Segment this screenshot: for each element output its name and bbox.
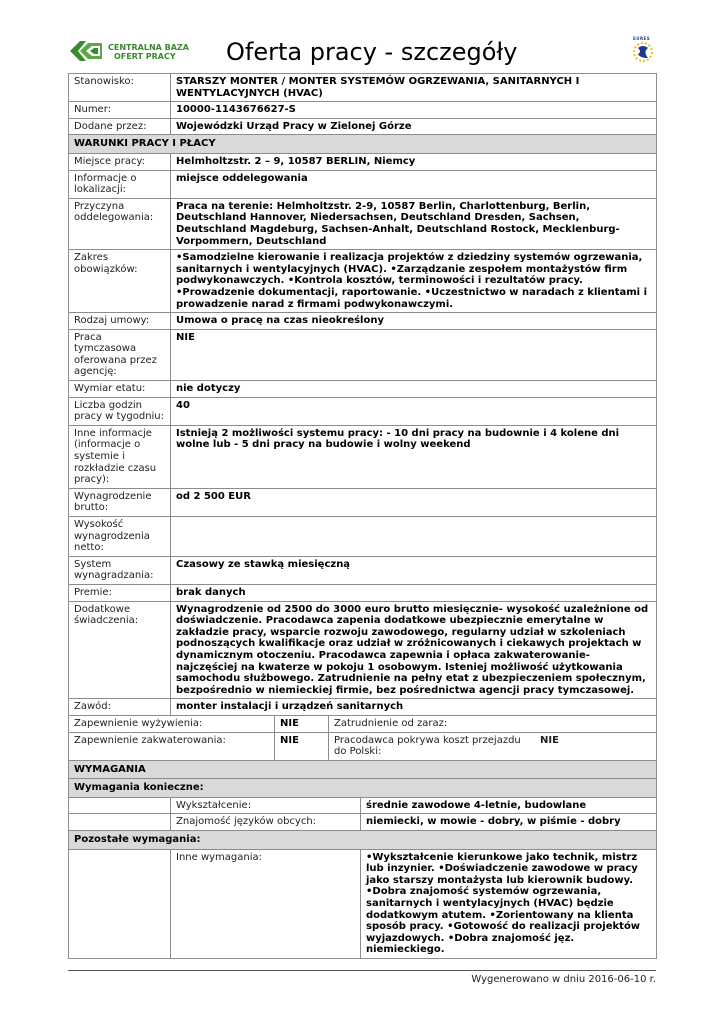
logo-line-1: CENTRALNA BAZA <box>108 43 189 52</box>
field-label: Zawód: <box>69 699 171 716</box>
field-label: Wymiar etatu: <box>69 381 171 398</box>
field-value <box>171 517 657 557</box>
meals-label: Zapewnienie wyżywienia: <box>69 715 275 732</box>
page-header <box>68 36 658 70</box>
travel-cell <box>329 732 657 760</box>
table-row <box>69 779 657 798</box>
section-heading-conditions: WARUNKI PRACY I PŁACY <box>69 135 657 154</box>
required-heading: Wymagania konieczne: <box>69 779 657 798</box>
field-label: Rodzaj umowy: <box>69 313 171 330</box>
travel-value: NIE <box>540 734 559 746</box>
eures-label: EURES <box>633 36 651 41</box>
field-label: Wykształcenie: <box>171 797 361 814</box>
other-heading: Pozostałe wymagania: <box>69 831 657 850</box>
cbop-logo <box>68 39 218 65</box>
field-label: Stanowisko: <box>69 74 171 102</box>
start-label: Zatrudnienie od zaraz: <box>334 717 448 729</box>
table-row <box>69 556 657 584</box>
field-label: Praca tymczasowa oferowana przez agencję: <box>69 329 171 380</box>
travel-wrap <box>334 735 651 758</box>
housing-label: Zapewnienie zakwaterowania: <box>69 732 275 760</box>
table-row <box>69 74 657 102</box>
table-row <box>69 153 657 170</box>
table-row <box>69 831 657 850</box>
meals-value: NIE <box>275 715 329 732</box>
offer-table <box>68 73 657 959</box>
table-row <box>69 699 657 716</box>
page-title: Oferta pracy - szczegóły <box>226 38 518 66</box>
footer-divider <box>68 970 656 971</box>
table-row <box>69 715 657 732</box>
table-row <box>69 102 657 119</box>
table-row <box>69 849 657 958</box>
field-value: 10000-1143676627-S <box>171 102 657 119</box>
field-label: Miejsce pracy: <box>69 153 171 170</box>
field-value: STARSZY MONTER / MONTER SYSTEMÓW OGRZEWANIA, SANITARNYCH I WENTYLACYJNYCH (HVAC) <box>171 74 657 102</box>
field-value: •Wykształcenie kierunkowe jako technik, mistrz lub inzynier. •Doświadczenie zawodowe w pracy jako starszy montażysta lub kierownik budowy. •Dobra znajomość systemów ogrzewania, sanitarnych i wentylacyjnych (HVAC) będzie dodatkowym atutem. •Zorientowany na klienta sposób pracy. •Gotowość do realizacji projektów wyjazdowych. •Dobra znajomość jęz. niemieckiego. <box>361 849 657 958</box>
field-label: Inne informacje (informacje o systemie i rozkładzie czasu pracy): <box>69 425 171 488</box>
table-row <box>69 250 657 313</box>
section-heading-requirements: WYMAGANIA <box>69 760 657 779</box>
table-row <box>69 118 657 135</box>
field-label: Wynagrodzenie brutto: <box>69 488 171 516</box>
field-value: średnie zawodowe 4-letnie, budowlane <box>361 797 657 814</box>
field-value: brak danych <box>171 584 657 601</box>
field-value: Wojewódzki Urząd Pracy w Zielonej Górze <box>171 118 657 135</box>
field-label: Liczba godzin pracy w tygodniu: <box>69 397 171 425</box>
field-label: Numer: <box>69 102 171 119</box>
field-value: Praca na terenie: Helmholtzstr. 2-9, 10587 Berlin, Charlottenburg, Berlin, Deutschland Hannover, Niedersachsen, Deutschland Dresden, Sachsen, Deutschland Magdeburg, Sachsen-Anhalt, Deutschland Rostock, Mecklenburg-Vorpommern, Deutschland <box>171 198 657 249</box>
table-row <box>69 198 657 249</box>
field-label: Znajomość języków obcych: <box>171 814 361 831</box>
field-label: Inne wymagania: <box>171 849 361 958</box>
field-value: 40 <box>171 397 657 425</box>
field-label: Zakres obowiązków: <box>69 250 171 313</box>
field-value: •Samodzielne kierowanie i realizacja projektów z dziedziny systemów ogrzewania, sanitarnych i wentylacyjnych (HVAC). •Zarządzanie zespołem montażystów firm podwykonawczych. •Kontrola kosztów, terminowości i rezultatów pracy. •Prowadzenie dokumentacji, raportowanie. •Uczestnictwo w naradach z klientami i prowadzenie narad z firmami podwykonawczymi. <box>171 250 657 313</box>
housing-value: NIE <box>275 732 329 760</box>
field-value: NIE <box>171 329 657 380</box>
table-row <box>69 381 657 398</box>
table-row <box>69 329 657 380</box>
indent-cell <box>69 797 171 814</box>
travel-label: Pracodawca pokrywa koszt przejazdu do Polski: <box>334 734 521 758</box>
indent-cell <box>69 849 171 958</box>
field-value: Czasowy ze stawką miesięczną <box>171 556 657 584</box>
indent-cell <box>69 814 171 831</box>
field-value: monter instalacji i urządzeń sanitarnych <box>171 699 657 716</box>
field-value: od 2 500 EUR <box>171 488 657 516</box>
logo-line-2: OFERT PRACY <box>114 52 176 61</box>
table-row <box>69 814 657 831</box>
table-row <box>69 488 657 516</box>
field-value: Umowa o pracę na czas nieokreślony <box>171 313 657 330</box>
table-row <box>69 425 657 488</box>
table-row <box>69 797 657 814</box>
field-value: Istnieją 2 możliwości systemu pracy: - 10 dni pracy na budownie i 4 kolene dni wolne lub - 5 dni pracy na budowie i wolny weekend <box>171 425 657 488</box>
field-value: Helmholtzstr. 2 – 9, 10587 BERLIN, Niemcy <box>171 153 657 170</box>
field-value: Wynagrodzenie od 2500 do 3000 euro brutto miesięcznie- wysokość uzależnione od doświadczenie. Pracodawca zapenia dodatkowe ubezpiecznie emerytalne w zakładzie pracy, wsparcie rozwoju zawodowego, regularny udział w szkoleniach podnoszących kwalifikacje oraz udział w zróżnicowanych i ciekawych projektach w dynamicznym otoczeniu. Pracodawca zapewnia i opłaca zakwaterowanie- najczęściej na kwaterze w pokoju 1 osobowym. Isteniej możliwość użytkowania samochodu służbowego. Zatrudnienie na pełny etat z ubezpieczeniem społecznym, bezpośrednio w niemieckiej firmie, bez pośrednictwa agencji pracy tymczasowej. <box>171 601 657 699</box>
field-label: Dodatkowe świadczenia: <box>69 601 171 699</box>
cbop-logo-icon <box>68 39 106 63</box>
field-value: miejsce oddelegowania <box>171 170 657 198</box>
field-label: Dodane przez: <box>69 118 171 135</box>
generated-date: Wygenerowano w dniu 2016-06-10 r. <box>471 974 656 985</box>
field-value: nie dotyczy <box>171 381 657 398</box>
eures-logo <box>630 36 656 66</box>
field-label: Premie: <box>69 584 171 601</box>
field-label: Informacje o lokalizacji: <box>69 170 171 198</box>
table-row <box>69 313 657 330</box>
table-row <box>69 760 657 779</box>
table-row <box>69 517 657 557</box>
table-row <box>69 584 657 601</box>
table-row <box>69 601 657 699</box>
start-cell <box>329 715 657 732</box>
field-label: Przyczyna oddelegowania: <box>69 198 171 249</box>
field-label: System wynagradzania: <box>69 556 171 584</box>
table-row <box>69 170 657 198</box>
table-row <box>69 135 657 154</box>
field-value: niemiecki, w mowie - dobry, w piśmie - dobry <box>361 814 657 831</box>
logo-text <box>108 43 189 61</box>
field-label: Wysokość wynagrodzenia netto: <box>69 517 171 557</box>
table-row <box>69 397 657 425</box>
table-row <box>69 732 657 760</box>
